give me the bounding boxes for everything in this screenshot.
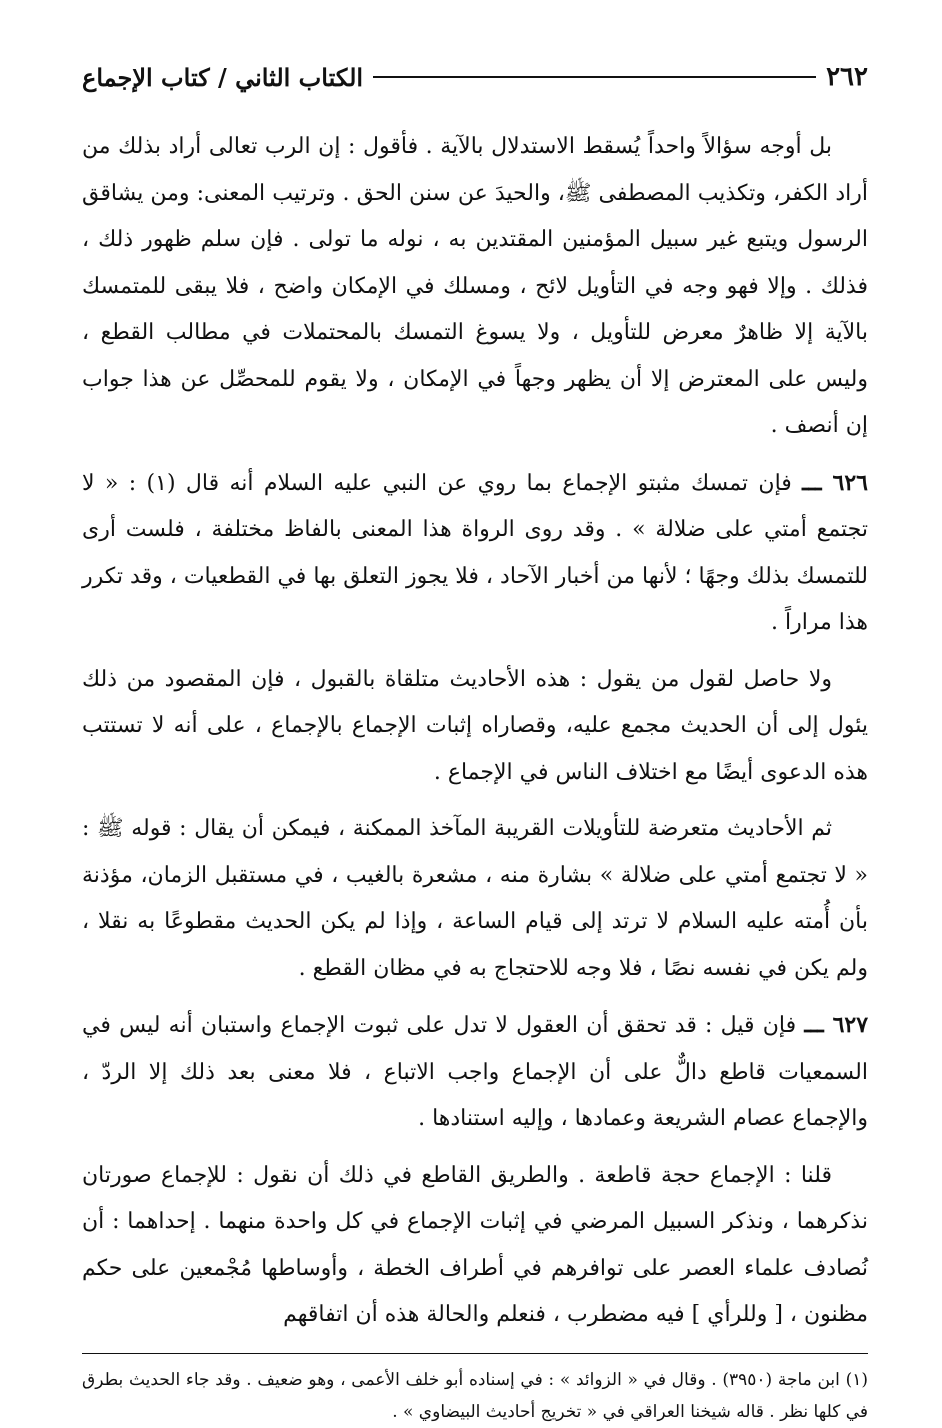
paragraph-text: ولا حاصل لقول من يقول : هذه الأحاديث متلقاة بالقبول ، فإن المقصود من ذلك يئول إلى أن الحديث مجمع عليه، وقصاراه إثبات الإجماع بالإجماع ، على أنه لا تستتب هذه الدعوى أيضًا مع اختلاف الناس في الإجماع . — [82, 666, 868, 785]
paragraph-text: ثم الأحاديث متعرضة للتأويلات القريبة المآخذ الممكنة ، فيمكن أن يقال : قوله ﷺ : « لا تجتمع أمتي على ضلالة » بشارة منه ، مشعرة بالغيب ، في مستقبل الزمان، مؤذنة بأن أُمته عليه السلام لا ترتد إلى قيام الساعة ، وإذا لم يكن الحديث مقطوعًا به نقلا ، ولم يكن في نفسه نصًا ، فلا وجه للاحتجاج به في مظان القطع . — [82, 816, 868, 981]
paragraph-text: فإن قيل : قد تحقق أن العقول لا تدل على ثبوت الإجماع واستبان أنه ليس في السمعيات قاطع دالٌّ على أن الإجماع واجب الاتباع ، فلا معنى بعد ذلك إلا الردّ ، والإجماع عصام الشريعة وعمادها ، وإليه استنادها . — [82, 1013, 868, 1131]
footnotes — [82, 1364, 868, 1428]
paragraph — [82, 657, 868, 797]
numbered-paragraph — [82, 460, 868, 647]
footnote-rule — [82, 1353, 868, 1354]
page-header — [82, 52, 868, 102]
paragraph — [82, 806, 868, 992]
header-rule — [373, 76, 816, 78]
numbered-paragraph — [82, 1002, 868, 1143]
paragraph — [82, 124, 868, 450]
body-text — [82, 124, 868, 1339]
footnote: (١) ابن ماجة (٣٩٥٠) . وقال في « الزوائد » : في إسناده أبو خلف الأعمى ، وهو ضعيف . وقد جاء الحديث بطرق في كلها نظر . قاله شيخنا العراقي في « تخريج أحاديث البيضاوي » . — [82, 1369, 868, 1422]
paragraph-number: ٦٢٧ ـــ — [804, 1012, 869, 1038]
paragraph-text: فإن تمسك مثبتو الإجماع بما روي عن النبي عليه السلام أنه قال (١) : « لا تجتمع أمتي على ضلالة » . وقد روى الرواة هذا المعنى بالفاظ مختلفة ، فلست أرى للتمسك بذلك وجهًا ؛ لأنها من أخبار الآحاد ، فلا يجوز التعلق بها في القطعيات ، وقد تكرر هذا مراراً . — [82, 470, 868, 635]
paragraph-text: قلنا : الإجماع حجة قاطعة . والطريق القاطع في ذلك أن نقول : للإجماع صورتان نذكرهما ، ونذكر السبيل المرضي في إثبات الإجماع في كل واحدة منهما . إحداهما : أن نُصادف علماء العصر على توافرهم في أطراف الخطة ، وأوساطها مُجْمعين على حكم مظنون ، [ وللرأي ] فيه مضطرب ، فنعلم والحالة هذه أن اتفاقهم — [82, 1162, 868, 1327]
running-title: الكتاب الثاني / كتاب الإجماع — [82, 62, 364, 92]
paragraph-text: بل أوجه سؤالاً واحداً يُسقط الاستدلال بالآية . فأقول : إن الرب تعالى أراد بذلك من أراد الكفر، وتكذيب المصطفى ﷺ، والحيدَ عن سنن الحق . وترتيب المعنى: ومن يشاقق الرسول ويتبع غير سبيل المؤمنين المقتدين به ، نوله ما تولى . فإن سلم ظهور ذلك ، فذلك . وإلا فهو وجه في التأويل لائح ، ومسلك في الإمكان واضح ، فلا يبقى للمتمسك بالآية إلا ظاهرٌ معرض للتأويل ، ولا يسوغ التمسك بالمحتملات في مطالب القطع ، وليس على المعترض إلا أن يظهر وجهاً في الإمكان ، ولا يقوم للمحصِّل عن هذا جواب إن أنصف . — [82, 134, 868, 438]
page-number: ٢٦٢ — [826, 62, 868, 92]
paragraph — [82, 1153, 868, 1339]
paragraph-number: ٦٢٦ ـــ — [802, 469, 868, 496]
